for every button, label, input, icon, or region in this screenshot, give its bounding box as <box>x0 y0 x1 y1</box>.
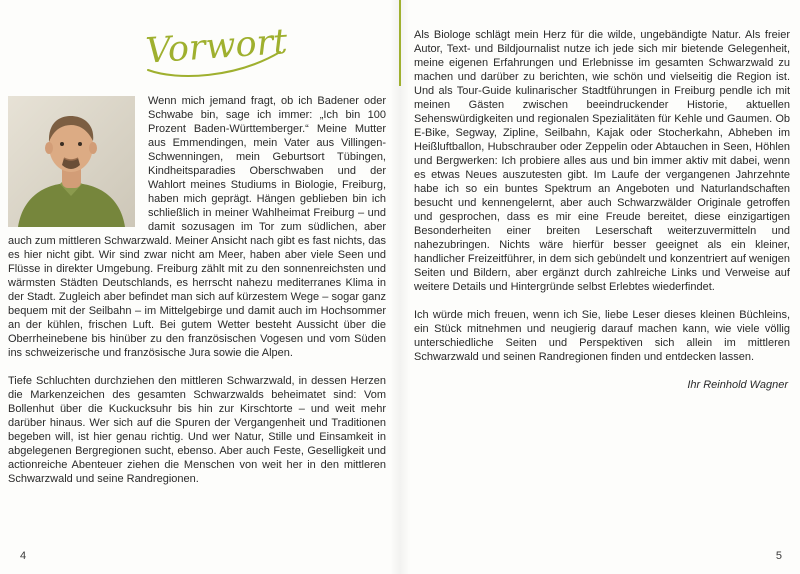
gutter-accent-line <box>399 0 401 86</box>
left-paragraph-1: Wenn mich jemand fragt, ob ich Badener oder Schwabe bin, sage ich immer: „Ich bin 100 Prozent Baden-Württemberger.“ Meine Mutter aus Emmendingen, mein Vater aus Villingen-Schwenningen, mein Geburtsort Tübingen, Kindheitsparadies Oberschwaben und der Wahlort meines Studiums in Biologie, Freiburg, haben mich geprägt. Hängen geblieben bin ich schließlich in meiner Wahlheimat Freiburg – und damit sozusagen im Tor zum südlichen, aber auch zum mittleren Schwarzwald. Meiner Ansicht nach gibt es fast nichts, das es hier nicht gibt. Wir sind zwar nicht am Meer, haben aber viele Seen und Flüsse in direkter Umgebung. Freiburg zählt mit zu den sonnenreichsten und wärmsten Städten Deutschlands, es herrscht nahezu mediterranes Klima in der Stadt. Zugleich aber befindet man sich auf kürzestem Wege – sogar ganz bequem mit der Seilbahn – im Mittelgebirge und damit auch im Hochsommer an der kühlen, frischen Luft. Bei gutem Wetter besteht Aussicht über die Oberrheinebene bis hinüber zu den französischen Vogesen und vom Süden ins schweizerische und französische Jura sowie die Alpen. <box>8 95 386 359</box>
left-paragraph-2: Tiefe Schluchten durchziehen den mittleren Schwarzwald, in dessen Herzen die Markenzeichen des gesamten Schwarzwalds beheimatet sind: Vom Bollenhut über die Kuckucksuhr bis hin zur Kirschtorte – und weit mehr darüber hinaus. Wer sich auf die Spuren der Vergangenheit und Traditionen begeben will, ist hier genau richtig. Und wer Natur, Stille und Einsamkeit in abgelegenen Bergregionen sucht, ebenso. Aber auch Feste, Geselligkeit und actionreiche Abenteuer ziehen die Menschen von weit her in den mittleren Schwarzwald und seine Randregionen. <box>8 375 386 485</box>
vorwort-script-graphic <box>134 12 294 90</box>
author-portrait <box>8 96 135 227</box>
author-signature: Ihr Reinhold Wagner <box>687 379 788 391</box>
gutter-shadow <box>390 0 410 574</box>
page-right <box>414 0 792 574</box>
author-portrait-image <box>8 96 135 227</box>
chapter-title-wrap <box>134 12 294 90</box>
right-paragraph-1: Als Biologe schlägt mein Herz für die wilde, ungebändigte Natur. Als freier Autor, Text- und Bildjournalist nutze ich jede sich mir bietende Gelegenheit, meine eigenen Erfahrungen und Erlebnisse im gesamten Schwarzwald zu machen und darüber zu berichten, wie schön und vielseitig die Region ist. Und als Tour-Guide kulinarischer Stadtführungen in Freiburg pendle ich mit meinen Gästen zwischen beeindruckender Historie, aktuellen Sehenswürdigkeiten und regionalen Spezialitäten für Kehle und Gaumen. Ob E-Bike, Segway, Zipline, Seilbahn, Kajak oder Stocherkahn, Abheben im Heißluftballon, Hubschrauber oder Zeppelin oder Abtauchen in Seen, Höhlen und Bergwerken: Ich probiere alles aus und bin immer aktiv mit dabei, wenn es etwas Neues auszutesten gibt. Im Laufe der vergangenen Jahrzehnte habe ich so ein buntes Spektrum an Angeboten und Naturlandschaften besucht und kennengelernt, aber auch Schwarzwälder Originale getroffen und gesprochen, dass es mir eine Freude bereitet, diese einzigartigen Besonderheiten einer breiten Leserschaft weiterzuvermitteln und nahezubringen. Nichts wäre hierfür besser geeignet als ein kleiner, handlicher Freizeitführer, in dem sich gebündelt und konzentriert auf wenigen Seiten und Bildern, aber ergänzt durch zahlreiche Links und Verweise auf weitere Details und Hintergründe selbst Erlebtes wiederfindet. <box>414 29 790 293</box>
page-title: Vorwort <box>144 21 289 72</box>
right-paragraph-2: Ich würde mich freuen, wenn ich Sie, liebe Leser dieses kleinen Büchleins, ein Stück mitnehmen und neugierig darauf machen kann, wie viele völlig unterschiedliche Seiten und Perspektiven sich allein im mittleren Schwarzwald und seinen Randregionen finden und entdecken lassen. <box>414 309 790 363</box>
right-text-column <box>414 28 790 406</box>
left-text-column <box>8 94 386 500</box>
page-number-right: 5 <box>775 550 782 562</box>
page-number-left: 4 <box>20 550 27 562</box>
page-left <box>8 0 386 574</box>
